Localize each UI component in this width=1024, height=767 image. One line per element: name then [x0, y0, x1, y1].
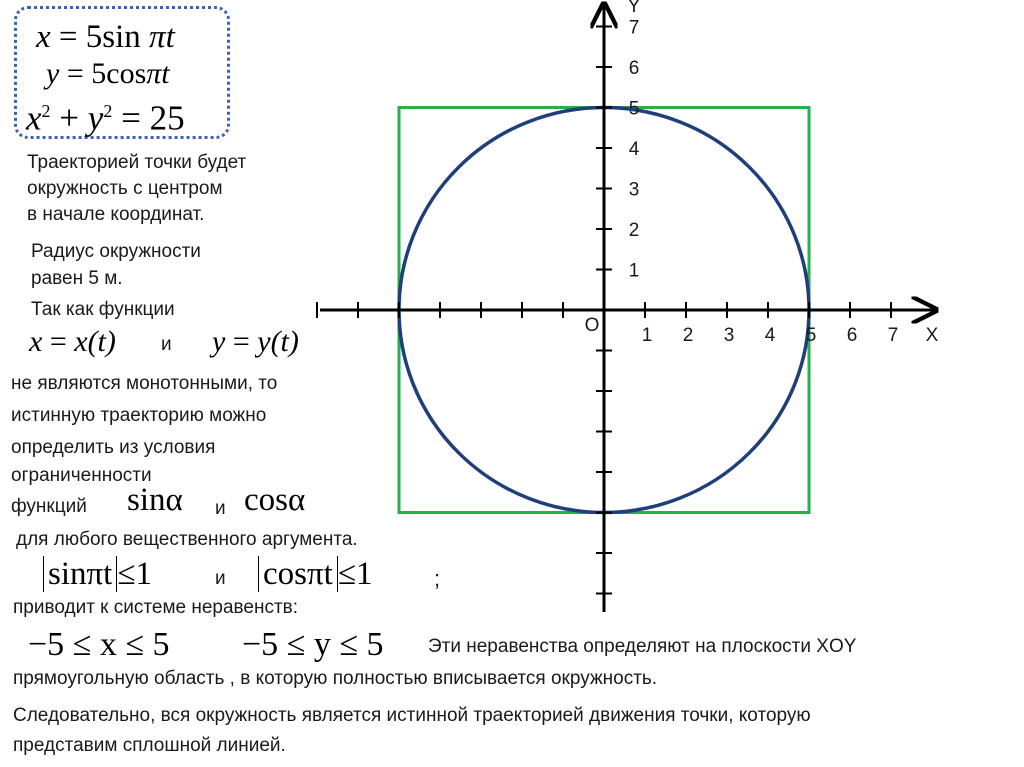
eq1-lhs: x: [36, 19, 51, 55]
ineq-y-text: −5 ≤ y ≤ 5: [242, 626, 384, 663]
text-line: ограниченности: [11, 465, 152, 486]
text-functions: функций: [11, 496, 87, 517]
x-axis-label: X: [925, 325, 939, 346]
eq2-coef: 5: [91, 57, 107, 90]
text-solid-line: представим сплошной линией.: [13, 735, 286, 756]
eq1-arg: t: [165, 19, 175, 55]
text-inequalities-define: Эти неравенства определяют на плоскости XOY: [428, 636, 857, 657]
text-line: окружность с центром: [27, 178, 223, 199]
y-axis-label: Y: [627, 0, 641, 17]
eq3-x: x: [26, 98, 42, 138]
eq3-y-exponent: 2: [103, 101, 113, 121]
text-conclusion: Следовательно, вся окружность является истинной траекторией движения точки, которую: [13, 705, 811, 726]
func-y-lhs: y: [212, 325, 226, 358]
text-any-argument: для любого вещественного аргумента.: [16, 529, 358, 550]
eq2-pi: π: [146, 57, 162, 90]
cos-alpha-text: cosα: [244, 482, 306, 518]
text-rectangular-region: прямоугольную область , в которую полностью вписывается окружность.: [13, 668, 658, 689]
origin-label: O: [584, 315, 600, 336]
eq3-plus: +: [59, 98, 80, 138]
text-line: Траекторией точки будет: [27, 152, 247, 173]
y-tick-label: 3: [628, 179, 640, 201]
x-tick-label: 6: [846, 325, 858, 346]
le-one: ≤1: [117, 556, 152, 592]
x-tick-label: 5: [805, 325, 817, 346]
text-line: истинную траекторию можно: [11, 405, 267, 426]
x-tick-label: 3: [723, 325, 735, 346]
text-and: и: [215, 498, 226, 519]
abs-sin-pi-t: sinπt: [43, 556, 117, 592]
text-line: Радиус окружности: [31, 241, 201, 262]
text-since-functions: Так как функции: [31, 299, 175, 320]
text-and: и: [161, 334, 172, 355]
text-system-of-inequalities: приводит к системе неравенств:: [13, 597, 299, 618]
y-tick-label: 4: [628, 139, 640, 160]
y-tick-label: 6: [628, 58, 640, 79]
text-line: не являются монотонными, то: [11, 373, 278, 394]
eq1-pi: π: [149, 19, 166, 55]
x-tick-label: 7: [887, 325, 899, 346]
ineq-x-text: −5 ≤ x ≤ 5: [28, 626, 170, 663]
x-tick-label: 1: [641, 325, 653, 346]
x-tick-label: 4: [764, 325, 776, 346]
semicolon: ;: [434, 566, 441, 591]
y-tick-label: 2: [628, 220, 640, 241]
func-x-rhs: x(t): [74, 325, 116, 358]
eq2-arg: t: [161, 57, 170, 90]
eq3-x-exponent: 2: [41, 101, 51, 121]
eq2-equals: =: [66, 57, 84, 90]
text-and: и: [215, 568, 226, 589]
eq3-y: y: [87, 98, 104, 138]
eq3-rhs: 25: [149, 98, 185, 138]
le-one: ≤1: [337, 556, 373, 592]
y-tick-label: 7: [628, 17, 640, 39]
eq1-fn: sin: [102, 19, 141, 55]
func-y-equals: =: [232, 325, 250, 358]
text-line: равен 5 м.: [31, 268, 123, 289]
eq3-equals: =: [121, 98, 141, 138]
y-tick-label: 1: [628, 260, 640, 282]
text-line: в начале координат.: [27, 204, 205, 225]
eq1-coef: 5: [85, 19, 103, 55]
text-line: определить из условия: [11, 437, 216, 458]
abs-cos-pi-t: cosπt: [258, 556, 338, 592]
sin-alpha-text: sinα: [127, 482, 183, 518]
x-tick-label: 2: [682, 325, 694, 346]
func-x-lhs: x: [29, 325, 43, 358]
y-tick-label: 5: [628, 98, 640, 120]
eq2-fn: cos: [106, 57, 147, 90]
func-x-equals: =: [49, 325, 67, 358]
eq1-equals: =: [58, 19, 78, 55]
eq2-lhs: y: [46, 57, 60, 90]
func-y-rhs: y(t): [257, 325, 299, 358]
